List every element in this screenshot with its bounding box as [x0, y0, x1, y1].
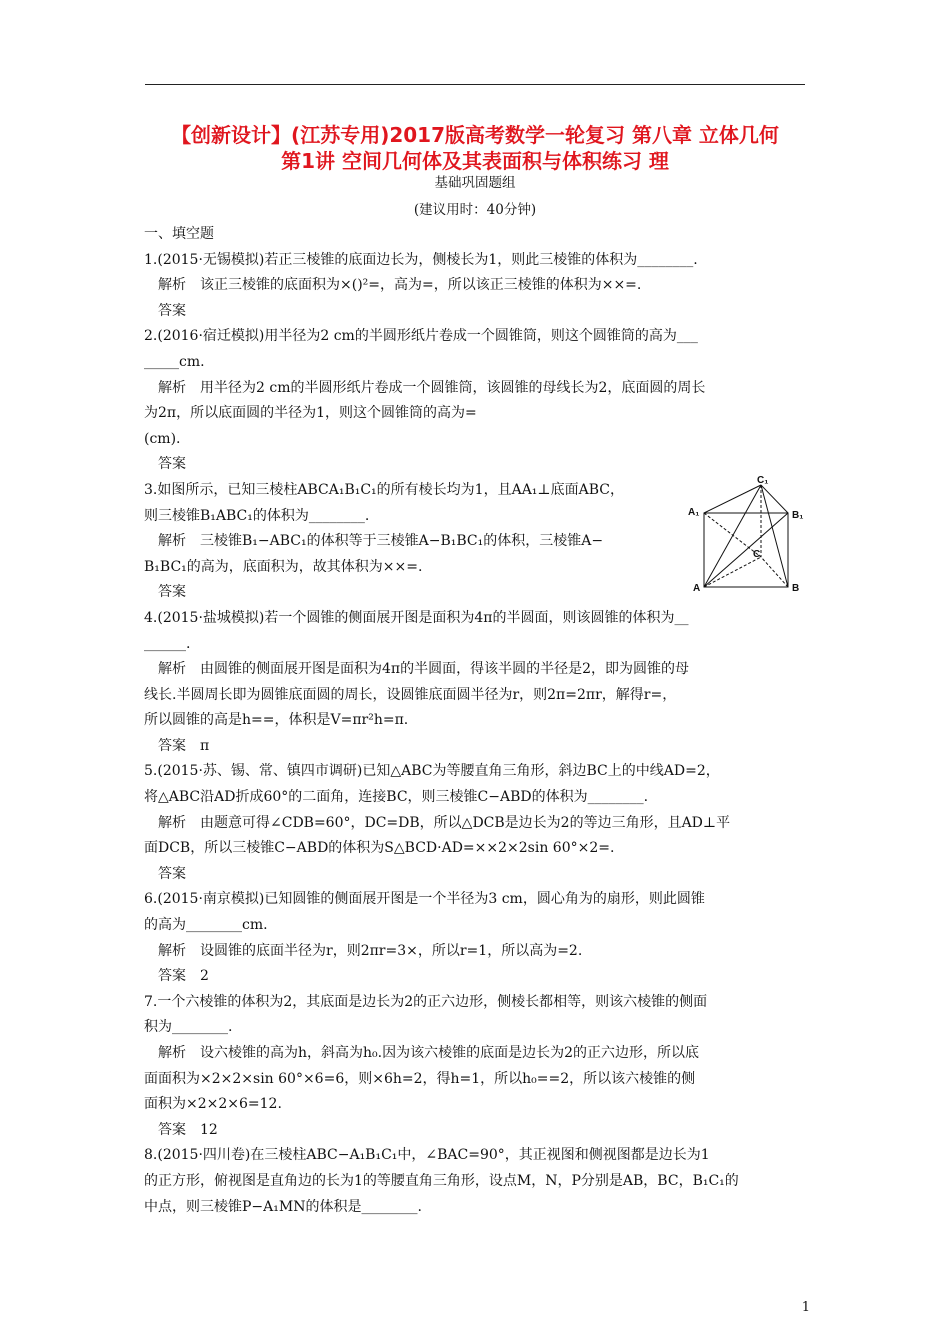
text-line: (cm). — [144, 430, 181, 447]
text-line: 面积为×2×2×6=12. — [144, 1096, 282, 1113]
text-line: 面面积为×2×2×sin 60°×6=6，则×6h=2，得h=1，所以h₀==2，所以该六棱锥的侧 — [144, 1070, 696, 1087]
text-line: 4.(2015·盐城模拟)若一个圆锥的侧面展开图是面积为4π的半圆面，则该圆锥的体积为__ — [144, 609, 689, 626]
text-line: 答案 π — [158, 737, 210, 754]
document-title-line1: 【创新设计】(江苏专用)2017版高考数学一轮复习 第八章 立体几何 — [171, 123, 779, 147]
text-line: 2.(2016·宿迁模拟)用半径为2 cm的半圆形纸片卷成一个圆锥筒，则这个圆锥筒的高为___ — [144, 328, 698, 345]
label-b1: B₁ — [792, 510, 804, 521]
text-line: 8.(2015·四川卷)在三棱柱ABC−A₁B₁C₁中，∠BAC=90°，其正视图和侧视图都是边长为1 — [144, 1147, 710, 1164]
text-line: 则三棱锥B₁ABC₁的体积为________. — [144, 507, 370, 524]
edge-a1c1 — [704, 485, 761, 513]
section-subtitle: 基础巩固题组 — [434, 175, 516, 191]
text-line: 中点，则三棱锥P−A₁MN的体积是________. — [144, 1198, 422, 1215]
text-line: 6.(2015·南京模拟)已知圆锥的侧面展开图是一个半径为3 cm，圆心角为的扇形，则此圆锥 — [144, 891, 705, 908]
text-line: 解析 该正三棱锥的底面积为×()²=，高为=，所以该正三棱锥的体积为××=. — [158, 277, 642, 294]
text-line: 为2π，所以底面圆的半径为1，则这个圆锥筒的高为= — [144, 405, 477, 422]
text-line: ______. — [144, 635, 191, 652]
text-line: 积为________. — [144, 1019, 233, 1036]
text-line: 所以圆锥的高是h==，体积是V=πr²h=π. — [144, 712, 409, 729]
exercise-body — [144, 222, 808, 1220]
prism-figure — [688, 473, 808, 593]
text-line: 面DCB，所以三棱锥C−ABD的体积为S△BCD·AD=××2×2sin 60°×2=. — [144, 840, 615, 857]
diagonal-ab1 — [704, 513, 788, 587]
text-line: B₁BC₁的高为，底面积为，故其体积为××=. — [144, 558, 423, 575]
text-line: 3.如图所示，已知三棱柱ABCA₁B₁C₁的所有棱长均为1，且AA₁⊥底面ABC， — [144, 481, 624, 498]
text-line: 解析 三棱锥B₁−ABC₁的体积等于三棱锥A−B₁BC₁的体积，三棱锥A− — [158, 533, 604, 550]
text-line: 的高为________cm. — [144, 917, 268, 934]
text-line: 答案 — [158, 584, 186, 601]
page-number: 1 — [801, 1300, 810, 1315]
text-line: 解析 由题意可得∠CDB=60°，DC=DB，所以△DCB是边长为2的等边三角形，且AD⊥平 — [158, 814, 731, 831]
text-line: 5.(2015·苏、锡、常、镇四市调研)已知△ABC为等腰直角三角形，斜边BC上的中线AD=2， — [144, 763, 720, 780]
text-line: 解析 用半径为2 cm的半圆形纸片卷成一个圆锥筒，该圆锥的母线长为2，底面圆的周长 — [158, 379, 706, 396]
text-line: _____cm. — [144, 353, 205, 370]
label-b: B — [792, 583, 800, 593]
text-line: 解析 设圆锥的底面半径为r，则2πr=3×，所以r=1，所以高为=2. — [158, 942, 583, 959]
text-line: 解析 由圆锥的侧面展开图是面积为4π的半圆面，得该半圆的半径是2，即为圆锥的母 — [158, 661, 690, 678]
text-line: 答案 — [158, 865, 186, 882]
text-line: 将△ABC沿AD折成60°的二面角，连接BC，则三棱锥C−ABD的体积为________. — [144, 789, 649, 806]
text-line: 答案 2 — [158, 968, 209, 985]
text-line: 答案 12 — [158, 1121, 218, 1138]
text-line: 解析 设六棱锥的高为h，斜高为h₀.因为该六棱锥的底面是边长为2的正六边形，所以底 — [158, 1045, 700, 1061]
text-line: 的正方形，俯视图是直角边的长为1的等腰直角三角形，设点M，N，P分别是AB，BC，B₁C₁的 — [144, 1172, 739, 1189]
text-line: 一、填空题 — [144, 226, 214, 242]
label-a1: A₁ — [688, 507, 700, 518]
text-line: 7.一个六棱锥的体积为2，其底面是边长为2的正六边形，侧棱长都相等，则该六棱锥的侧面 — [144, 993, 708, 1010]
text-line: 答案 — [158, 302, 186, 319]
text-line: 答案 — [158, 456, 186, 473]
time-note: (建议用时：40分钟) — [413, 202, 537, 218]
header-rule — [145, 84, 805, 85]
label-c1: C₁ — [757, 475, 769, 486]
text-line: 1.(2015·无锡模拟)若正三棱锥的底面边长为，侧棱长为1，则此三棱锥的体积为________. — [144, 251, 698, 268]
document-title-line2: 第1讲 空间几何体及其表面积与体积练习 理 — [281, 149, 669, 173]
label-c: C — [753, 549, 761, 560]
text-line: 线长.半圆周长即为圆锥底面圆的周长，设圆锥底面圆半径为r，则2π=2πr，解得r=， — [144, 686, 677, 703]
label-a: A — [693, 583, 701, 593]
